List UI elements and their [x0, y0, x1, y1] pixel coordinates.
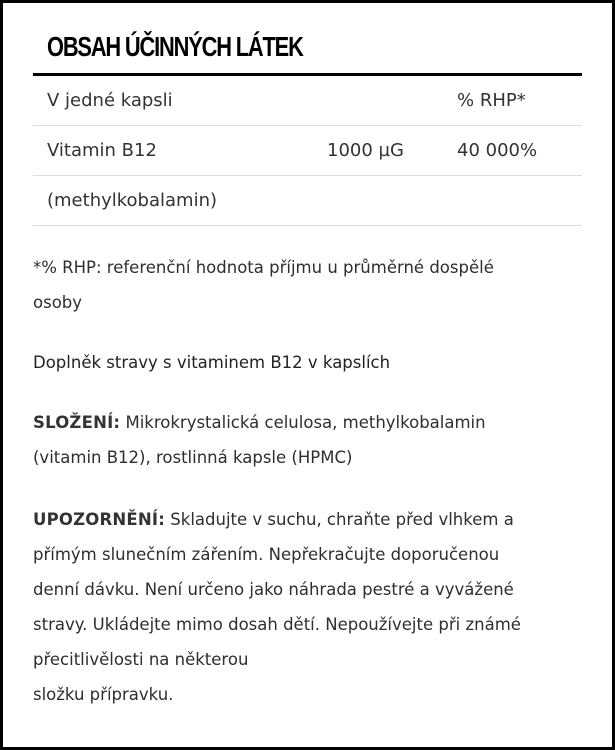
warning-text: Skladujte v suchu, chraňte před vlhkem a [165, 510, 514, 529]
footnote-line: osoby [33, 293, 83, 312]
warning-text: denní dávku. Není určeno jako náhrada pestré a vyvážené [33, 580, 514, 599]
table-row [33, 126, 582, 176]
composition-text: (vitamin B12), rostlinná kapsle (HPMC) [33, 448, 353, 467]
footnote-line: *% RHP: referenční hodnota příjmu u průměrné dospělé [33, 258, 494, 277]
section-title: OBSAH ÚČINNÝCH LÁTEK [47, 31, 303, 62]
warning-text: složku přípravku. [33, 685, 174, 704]
composition-label: SLOŽENÍ: [33, 413, 121, 432]
ingredient-name: (methylkobalamin) [47, 190, 217, 211]
ingredients-table [33, 76, 582, 226]
warning-text: stravy. Ukládejte mimo dosah dětí. Nepoužívejte při známé [33, 615, 521, 634]
ingredient-amount: 1000 µG [327, 140, 404, 161]
table-header-row [33, 76, 582, 126]
warning-section [33, 502, 593, 712]
ingredient-rhp: 40 000% [457, 140, 538, 161]
rhp-footnote [33, 250, 593, 320]
warning-label: UPOZORNĚNÍ: [33, 510, 166, 529]
table-row [33, 176, 582, 226]
product-description: Doplněk stravy s vitaminem B12 v kapslích [33, 353, 391, 372]
header-label: V jedné kapsli [47, 90, 173, 111]
warning-text: přímým slunečním zářením. Nepřekračujte doporučenou [33, 545, 500, 564]
composition-text: Mikrokrystalická celulosa, methylkobalamin [120, 413, 486, 432]
ingredient-name: Vitamin B12 [47, 140, 157, 161]
header-rhp: % RHP* [457, 90, 526, 111]
composition-section [33, 405, 593, 475]
warning-text: přecitlivělosti na některou [33, 650, 249, 669]
